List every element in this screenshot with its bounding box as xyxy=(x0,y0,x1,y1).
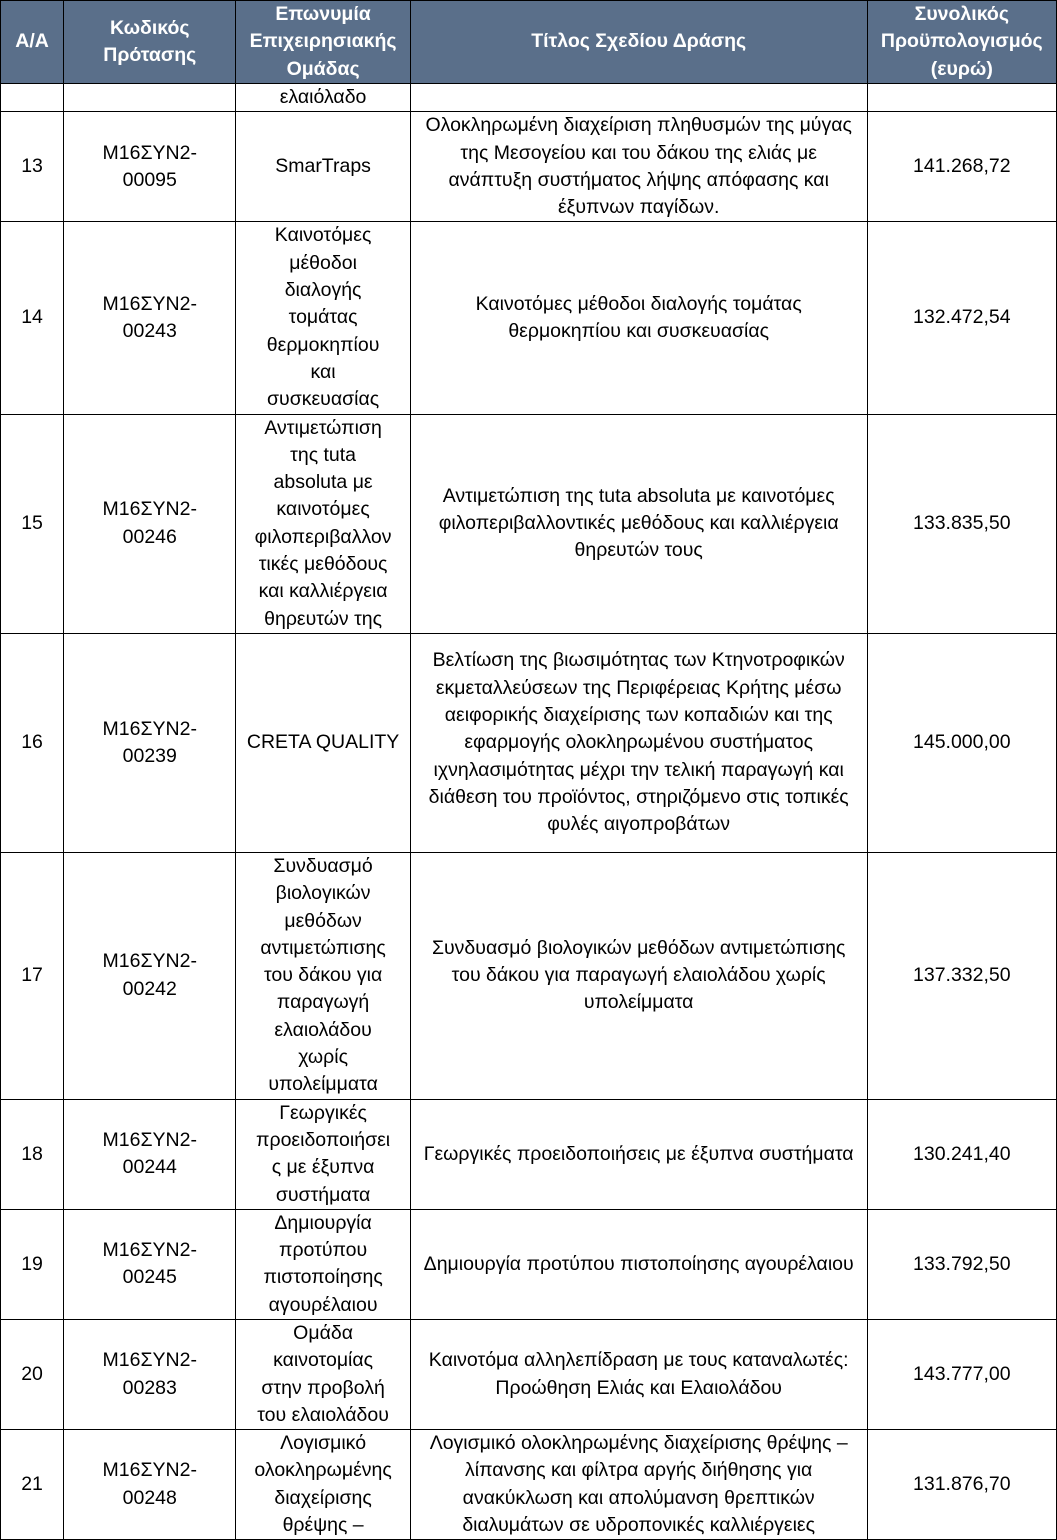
table-row xyxy=(1,222,1057,414)
cell-budget: 133.835,50 xyxy=(867,414,1056,633)
cell-code: Μ16ΣΥΝ2- 00095 xyxy=(64,112,236,222)
cell-code xyxy=(64,84,236,112)
cell-aa xyxy=(1,84,64,112)
continuation-row xyxy=(1,84,1057,112)
cell-code: Μ16ΣΥΝ2- 00283 xyxy=(64,1319,236,1429)
cell-budget: 137.332,50 xyxy=(867,852,1056,1099)
cell-code: Μ16ΣΥΝ2- 00246 xyxy=(64,414,236,633)
cell-group: Γεωργικές προειδοποιήσει ς με έξυπνα συστήματα xyxy=(236,1099,410,1209)
cell-group: Αντιμετώπιση της tuta absoluta με καινοτόμες φιλοπεριβαλλον τικές μεθόδους και καλλιέργεια θηρευτών της xyxy=(236,414,410,633)
cell-code: Μ16ΣΥΝ2- 00242 xyxy=(64,852,236,1099)
cell-group: SmarTraps xyxy=(236,112,410,222)
cell-title: Αντιμετώπιση της tuta absoluta με καινοτόμες φιλοπεριβαλλοντικές μεθόδους και καλλιέργεια θηρευτών τους xyxy=(410,414,867,633)
cell-budget: 132.472,54 xyxy=(867,222,1056,414)
cell-aa: 16 xyxy=(1,633,64,852)
table-row xyxy=(1,1430,1057,1540)
cell-aa: 21 xyxy=(1,1430,64,1540)
cell-group: Συνδυασμό βιολογικών μεθόδων αντιμετώπισης του δάκου για παραγωγή ελαιολάδου χωρίς υπολείμματα xyxy=(236,852,410,1099)
cell-title: Συνδυασμό βιολογικών μεθόδων αντιμετώπισης του δάκου για παραγωγή ελαιολάδου χωρίς υπολείμματα xyxy=(410,852,867,1099)
cell-aa: 14 xyxy=(1,222,64,414)
header-code: Κωδικός Πρότασης xyxy=(64,1,236,84)
cell-aa: 18 xyxy=(1,1099,64,1209)
cell-group: CRETA QUALITY xyxy=(236,633,410,852)
cell-title: Γεωργικές προειδοποιήσεις με έξυπνα συστήματα xyxy=(410,1099,867,1209)
cell-aa: 13 xyxy=(1,112,64,222)
table-row xyxy=(1,852,1057,1099)
cell-code: Μ16ΣΥΝ2- 00239 xyxy=(64,633,236,852)
cell-budget: 133.792,50 xyxy=(867,1209,1056,1319)
cell-title: Καινοτόμες μέθοδοι διαλογής τομάτας θερμοκηπίου και συσκευασίας xyxy=(410,222,867,414)
cell-budget: 143.777,00 xyxy=(867,1319,1056,1429)
cell-group: Δημιουργία προτύπου πιστοποίησης αγουρέλαιου xyxy=(236,1209,410,1319)
cell-title xyxy=(410,84,867,112)
cell-title: Δημιουργία προτύπου πιστοποίησης αγουρέλαιου xyxy=(410,1209,867,1319)
cell-title: Ολοκληρωμένη διαχείριση πληθυσμών της μύγας της Μεσογείου και του δάκου της ελιάς με ανάπτυξη συστήματος λήψης απόφασης και έξυπνων παγίδων. xyxy=(410,112,867,222)
cell-budget xyxy=(867,84,1056,112)
table-row xyxy=(1,1099,1057,1209)
table-header-row xyxy=(1,1,1057,84)
cell-budget: 130.241,40 xyxy=(867,1099,1056,1209)
cell-aa: 17 xyxy=(1,852,64,1099)
cell-code: Μ16ΣΥΝ2- 00245 xyxy=(64,1209,236,1319)
cell-aa: 20 xyxy=(1,1319,64,1429)
header-title: Τίτλος Σχεδίου Δράσης xyxy=(410,1,867,84)
cell-code: Μ16ΣΥΝ2- 00244 xyxy=(64,1099,236,1209)
cell-budget: 141.268,72 xyxy=(867,112,1056,222)
header-aa: Α/Α xyxy=(1,1,64,84)
table-row xyxy=(1,112,1057,222)
cell-group: Καινοτόμες μέθοδοι διαλογής τομάτας θερμοκηπίου και συσκευασίας xyxy=(236,222,410,414)
table-row xyxy=(1,1319,1057,1429)
cell-code: Μ16ΣΥΝ2- 00243 xyxy=(64,222,236,414)
cell-title: Βελτίωση της βιωσιμότητας των Κτηνοτροφικών εκμεταλλεύσεων της Περιφέρειας Κρήτης μέσω αειφορικής διαχείρισης των κοπαδιών και της εφαρμογής ολοκληρωμένου συστήματος ιχνηλασιμότητας μέχρι την τελική παραγωγή και διάθεση του προϊόντος, στηριζόμενο στις τοπικές φυλές αιγοπροβάτων xyxy=(410,633,867,852)
table-row xyxy=(1,414,1057,633)
header-group: Επωνυμία Επιχειρησιακής Ομάδας xyxy=(236,1,410,84)
cell-group: ελαιόλαδο xyxy=(236,84,410,112)
table-row xyxy=(1,633,1057,852)
cell-group: Ομάδα καινοτομίας στην προβολή του ελαιολάδου xyxy=(236,1319,410,1429)
header-budget: Συνολικός Προϋπολογισμός (ευρώ) xyxy=(867,1,1056,84)
cell-title: Καινοτόμα αλληλεπίδραση με τους καταναλωτές: Προώθηση Ελιάς και Ελαιολάδου xyxy=(410,1319,867,1429)
table-row xyxy=(1,1209,1057,1319)
cell-group: Λογισμικό ολοκληρωμένης διαχείρισης θρέψης – xyxy=(236,1430,410,1540)
cell-aa: 19 xyxy=(1,1209,64,1319)
cell-code: Μ16ΣΥΝ2- 00248 xyxy=(64,1430,236,1540)
cell-aa: 15 xyxy=(1,414,64,633)
cell-budget: 131.876,70 xyxy=(867,1430,1056,1540)
cell-title: Λογισμικό ολοκληρωμένης διαχείρισης θρέψης – λίπανσης και φίλτρα αργής διήθησης για ανακύκλωση και απολύμανση θρεπτικών διαλυμάτων σε υδροπονικές καλλιέργειες xyxy=(410,1430,867,1540)
cell-budget: 145.000,00 xyxy=(867,633,1056,852)
